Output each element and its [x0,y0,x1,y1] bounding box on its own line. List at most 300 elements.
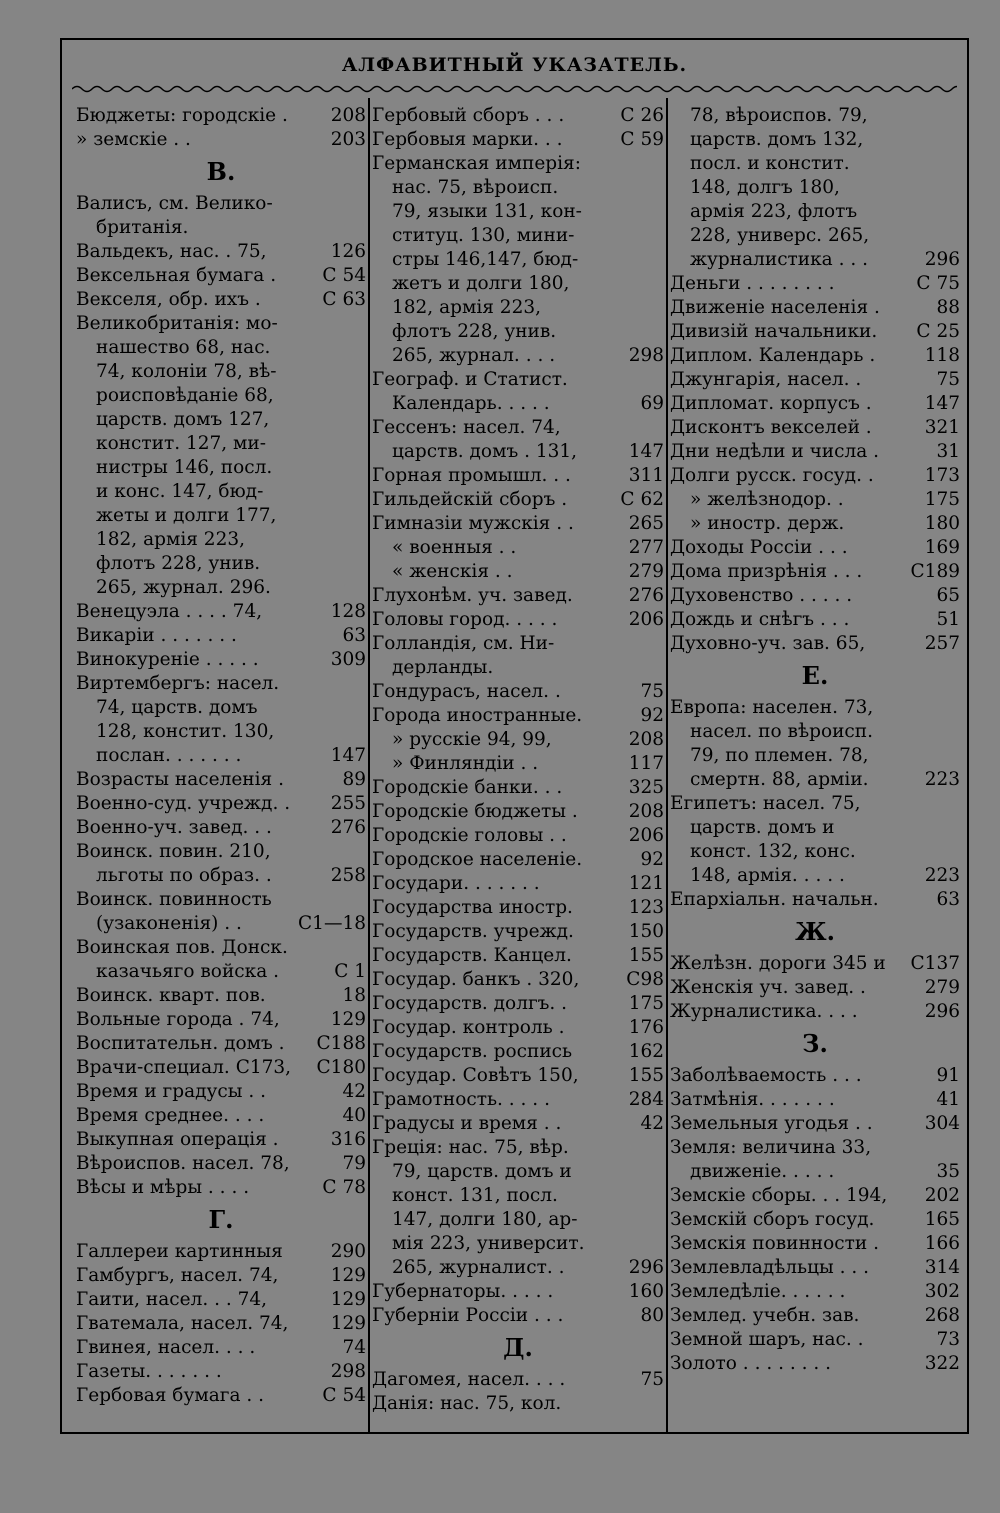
entry-text: 79, языки 131, кон- [392,201,582,222]
entry-text: Гербовыя марки. . . [372,129,563,150]
index-entry [372,896,664,920]
entry-text: льготы по образ. . [96,865,272,886]
entry-page-number: 160 [628,1281,664,1302]
index-entry [76,288,366,312]
index-entry [670,1352,960,1376]
index-entry [372,824,664,848]
index-entry [76,240,366,264]
entry-page-number: С 54 [322,1385,366,1406]
index-entry [670,344,960,368]
entry-text: (узаконенія) . . [96,913,242,934]
entry-text: царств. домъ . 131, [392,441,578,462]
index-entry [76,792,366,816]
entry-page-number: 117 [628,753,664,774]
entry-text: движеніе. . . . . [690,1161,835,1182]
index-entry [670,1280,960,1304]
entry-text: флотъ 228, унив. [392,321,557,342]
entry-page-number: С188 [316,1033,366,1054]
index-entry-continuation [76,336,366,360]
entry-page-number: 150 [628,921,664,942]
entry-page-number: 173 [924,465,960,486]
index-entry [670,632,960,656]
entry-page-number: 129 [330,1265,366,1286]
entry-text: Заболѣваемость . . . [670,1065,862,1086]
entry-text: Германская имперія: [372,153,581,174]
entry-page-number: 92 [640,849,664,870]
index-entry-continuation [670,720,960,744]
entry-text: Дипломат. корпусъ . [670,393,872,414]
index-entry [372,632,664,656]
entry-text: Государи. . . . . . . [372,873,540,894]
entry-page-number: 176 [628,1017,664,1038]
entry-text: жеты и долги 177, [96,505,277,526]
index-entry-continuation [76,720,366,744]
index-entry-continuation [372,752,664,776]
entry-page-number: 121 [628,873,664,894]
entry-text: » Финляндіи . . [392,753,539,774]
entry-page-number: 35 [936,1161,960,1182]
entry-text: Газеты. . . . . . . [76,1361,222,1382]
index-entry-continuation [372,248,664,272]
index-entry [670,272,960,296]
entry-text: Затмѣнія. . . . . . . [670,1089,835,1110]
entry-text: 74, царств. домъ [96,697,258,718]
index-entry [670,392,960,416]
entry-text: Государств. учрежд. [372,921,574,942]
index-entry-continuation [372,536,664,560]
entry-text: дерланды. [392,657,494,678]
index-entry [670,416,960,440]
index-entry [76,1056,366,1080]
index-entry [76,1152,366,1176]
entry-text: Гильдейскій сборъ . [372,489,568,510]
entry-page-number: 206 [628,609,664,630]
entry-text: Гондурасъ, насел. . [372,681,561,702]
entry-text: Государств. Канцел. [372,945,572,966]
letter-heading: Д. [503,1333,533,1362]
entry-text: 128, констит. 130, [96,721,275,742]
entry-text: Данія: нас. 75, кол. [372,1393,562,1414]
index-entry [76,1336,366,1360]
entry-text: жетъ и долги 180, [392,273,570,294]
entry-text: 147, долги 180, ар- [392,1209,578,1230]
index-entry [76,264,366,288]
index-entry-continuation [76,744,366,768]
index-entry-continuation [670,200,960,224]
entry-page-number: 118 [924,345,960,366]
entry-text: Государств. долгъ. . [372,993,568,1014]
entry-text: Губерніи Россіи . . . [372,1305,564,1326]
entry-page-number: 321 [924,417,960,438]
index-entry [670,1232,960,1256]
index-entry-continuation [670,840,960,864]
index-entry-continuation [76,456,366,480]
index-entry-continuation [372,1184,664,1208]
index-entry [670,888,960,912]
entry-text: Джунгарія, насел. . [670,369,862,390]
entry-text: Дни недѣли и числа . [670,441,880,462]
index-entry-continuation [670,1160,960,1184]
index-entry [76,1288,366,1312]
index-entry [670,1304,960,1328]
index-entry [372,704,664,728]
index-entry [372,1040,664,1064]
entry-text: Государств. роспись [372,1041,573,1062]
entry-page-number: 296 [924,249,960,270]
entry-text: Земскій сборъ госуд. [670,1209,875,1230]
column-divider [666,98,668,1432]
entry-page-number: 276 [628,585,664,606]
index-entry [76,840,366,864]
entry-text: армія 223, флотъ [690,201,858,222]
entry-page-number: С98 [626,969,664,990]
entry-page-number: 257 [924,633,960,654]
entry-page-number: 223 [924,865,960,886]
entry-page-number: 155 [628,1065,664,1086]
index-entry [372,848,664,872]
index-entry [372,800,664,824]
entry-page-number: С 1 [334,961,366,982]
index-entry [372,488,664,512]
entry-text: Губернаторы. . . . . [372,1281,554,1302]
entry-text: нас. 75, вѣроисп. [392,177,559,198]
entry-page-number: 175 [628,993,664,1014]
index-entry [372,608,664,632]
entry-text: 228, универс. 265, [690,225,870,246]
index-column-2 [372,104,664,1424]
entry-text: Государ. контроль . [372,1017,565,1038]
entry-page-number: 129 [330,1009,366,1030]
entry-page-number: 175 [924,489,960,510]
entry-text: насел. по вѣроисп. [690,721,873,742]
index-entry [76,1360,366,1384]
entry-text: Гербовая бумага . . [76,1385,264,1406]
letter-heading: Е. [801,661,829,690]
entry-page-number: 298 [628,345,664,366]
index-entry [670,952,960,976]
index-entry-continuation [372,272,664,296]
entry-text: Вѣсы и мѣры . . . . [76,1177,250,1198]
index-entry [76,888,366,912]
index-entry-continuation [372,1232,664,1256]
entry-page-number: 309 [330,649,366,670]
index-entry [76,936,366,960]
entry-text: 148, армія. . . . . [690,865,845,886]
entry-text: Гамбургъ, насел. 74, [76,1265,279,1286]
index-entry [372,920,664,944]
index-entry [372,680,664,704]
entry-text: царств. домъ 132, [690,129,864,150]
index-entry-continuation [76,504,366,528]
index-entry [372,776,664,800]
index-entry [372,1136,664,1160]
entry-text: 148, долгъ 180, [690,177,840,198]
index-entry [76,1264,366,1288]
index-entry [670,1064,960,1088]
entry-page-number: 255 [330,793,366,814]
entry-text: Городскіе банки. . . [372,777,563,798]
entry-text: Векселя, обр. ихъ . [76,289,261,310]
entry-text: Гербовый сборъ . . . [372,105,565,126]
entry-text: Воинск. повин. 210, [76,841,271,862]
index-entry [372,968,664,992]
index-entry-continuation [372,560,664,584]
entry-page-number: С180 [316,1057,366,1078]
entry-text: Вальдекъ, нас. . 75, [76,241,267,262]
entry-text: смертн. 88, арміи. [690,769,869,790]
entry-text: Земскія повинности . [670,1233,879,1254]
entry-text: Гессенъ: насел. 74, [372,417,561,438]
index-entry [76,768,366,792]
entry-text: Гаити, насел. . . 74, [76,1289,268,1310]
entry-page-number: С 25 [916,321,960,342]
index-entry [76,1240,366,1264]
entry-text: 265, журнал. 296. [96,577,271,598]
entry-text: Городскіе головы . . [372,825,567,846]
entry-text: британія. [96,217,189,238]
entry-page-number: С137 [910,953,960,974]
entry-text: 74, колоніи 78, вѣ- [96,361,277,382]
entry-page-number: С1—18 [298,913,366,934]
index-entry-continuation [76,552,366,576]
index-entry-continuation [372,1256,664,1280]
entry-page-number: 169 [924,537,960,558]
entry-page-number: 311 [628,465,664,486]
entry-page-number: 65 [936,585,960,606]
index-entry-continuation [372,392,664,416]
entry-text: Венецуэла . . . . 74, [76,601,263,622]
entry-page-number: 325 [628,777,664,798]
index-entry [76,1008,366,1032]
entry-text: Возрасты населенія . [76,769,284,790]
entry-page-number: 316 [330,1129,366,1150]
entry-text: послан. . . . . . . [96,745,242,766]
entry-page-number: С 63 [322,289,366,310]
entry-page-number: 314 [924,1257,960,1278]
index-entry-continuation [670,768,960,792]
index-entry-continuation [670,488,960,512]
entry-page-number: С 54 [322,265,366,286]
entry-page-number: 80 [640,1305,664,1326]
entry-text: Желѣзн. дороги 345 и [670,953,886,974]
index-entry [372,464,664,488]
entry-page-number: 75 [640,681,664,702]
entry-text: Градусы и время . . [372,1113,562,1134]
entry-text: Дагомея, насел. . . . [372,1369,566,1390]
index-entry-continuation [372,1160,664,1184]
index-entry [76,104,366,128]
entry-page-number: 63 [342,625,366,646]
column-divider [368,98,370,1432]
entry-text: казачьяго войска . [96,961,279,982]
index-entry [76,192,366,216]
index-entry-continuation [670,248,960,272]
entry-page-number: 284 [628,1089,664,1110]
entry-text: Великобританія: мо- [76,313,278,334]
entry-text: Географ. и Статист. [372,369,568,390]
entry-text: 79, царств. домъ и [392,1161,572,1182]
entry-page-number: 75 [936,369,960,390]
index-entry [372,1368,664,1392]
entry-text: Греція: нас. 75, вѣр. [372,1137,569,1158]
index-entry-continuation [372,176,664,200]
index-entry [670,296,960,320]
entry-text: Долги русск. госуд. . [670,465,874,486]
entry-text: Грамотность. . . . . [372,1089,550,1110]
index-entry [372,1280,664,1304]
index-entry [670,440,960,464]
entry-text: констит. 127, ми- [96,433,266,454]
index-entry-continuation [670,152,960,176]
entry-text: Викаріи . . . . . . . [76,625,237,646]
entry-page-number: 268 [924,1305,960,1326]
index-entry [76,1104,366,1128]
entry-text: Время среднее. . . . [76,1105,265,1126]
entry-page-number: 208 [330,105,366,126]
index-entry-continuation [372,200,664,224]
entry-text: Европа: населен. 73, [670,697,874,718]
entry-page-number: 279 [628,561,664,582]
index-entry [670,1136,960,1160]
entry-page-number: 42 [640,1113,664,1134]
index-entry-continuation [670,744,960,768]
entry-text: Военно-суд. учрежд. . [76,793,291,814]
entry-text: » русскіе 94, 99, [392,729,552,750]
entry-page-number: 129 [330,1313,366,1334]
index-entry [670,1000,960,1024]
entry-page-number: 79 [342,1153,366,1174]
index-entry-continuation [372,344,664,368]
index-entry [670,608,960,632]
entry-text: 182, армія 223, [96,529,245,550]
index-entry-continuation [76,360,366,384]
entry-text: » иностр. держ. [690,513,845,534]
index-entry [372,368,664,392]
index-entry-continuation [372,728,664,752]
index-entry [76,1080,366,1104]
entry-text: Дождь и снѣгъ . . . [670,609,850,630]
entry-text: мія 223, университ. [392,1233,585,1254]
index-column-3 [670,104,960,1424]
entry-text: Виртембергъ: насел. [76,673,280,694]
entry-page-number: 73 [936,1329,960,1350]
entry-page-number: 75 [640,1369,664,1390]
entry-text: Духовно-уч. зав. 65, [670,633,866,654]
index-entry [670,320,960,344]
index-entry-continuation [670,512,960,536]
entry-text: Дивизій начальники. [670,321,878,342]
index-entry [372,152,664,176]
index-entry [670,696,960,720]
entry-page-number: 276 [330,817,366,838]
index-entry [670,1256,960,1280]
entry-text: 265, журналист. . [392,1257,565,1278]
index-entry-continuation [670,104,960,128]
page-title: АЛФАВИТНЫЙ УКАЗАТЕЛЬ. [341,54,688,76]
entry-page-number: 42 [342,1081,366,1102]
entry-text: Воспитательн. домъ . [76,1033,285,1054]
entry-text: Земскіе сборы. . . 194, [670,1185,888,1206]
index-entry [372,1112,664,1136]
entry-text: Духовенство . . . . . [670,585,853,606]
index-entry [372,128,664,152]
entry-page-number: 69 [640,393,664,414]
entry-page-number: 302 [924,1281,960,1302]
entry-page-number: 63 [936,889,960,910]
index-entry [76,1384,366,1408]
entry-page-number: 165 [924,1209,960,1230]
index-entry-continuation [76,408,366,432]
entry-page-number: 126 [330,241,366,262]
index-entry [372,104,664,128]
index-entry-continuation [76,480,366,504]
entry-text: Диплом. Календарь . [670,345,876,366]
entry-text: ституц. 130, мини- [392,225,575,246]
entry-page-number: 258 [330,865,366,886]
entry-text: Глухонѣм. уч. завед. [372,585,573,606]
entry-text: Журналистика. . . . [670,1001,858,1022]
index-entry-continuation [372,1208,664,1232]
entry-text: Воинск. кварт. пов. [76,985,266,1006]
index-entry-continuation [76,696,366,720]
entry-text: Дисконтъ векселей . [670,417,872,438]
index-entry-continuation [670,224,960,248]
entry-page-number: 155 [628,945,664,966]
entry-text: Выкупная операція . [76,1129,279,1150]
entry-text: царств. домъ и [690,817,835,838]
entry-text: « женскія . . [392,561,513,582]
entry-text: Галлереи картинныя [76,1241,283,1262]
entry-text: Земля: величина 33, [670,1137,872,1158]
entry-text: » земскіе . . [76,129,191,150]
entry-text: Государ. банкъ . 320, [372,969,580,990]
entry-text: роисповѣданіе 68, [96,385,274,406]
entry-page-number: 298 [330,1361,366,1382]
entry-page-number: 41 [936,1089,960,1110]
index-entry [76,1312,366,1336]
index-entry [372,1064,664,1088]
index-entry-continuation [76,216,366,240]
entry-text: Вексельная бумага . [76,265,277,286]
index-entry [76,1176,366,1200]
entry-text: Гимназіи мужскія . . [372,513,574,534]
entry-page-number: 290 [330,1241,366,1262]
entry-page-number: 296 [924,1001,960,1022]
entry-text: Валисъ, см. Велико- [76,193,273,214]
index-entry [372,944,664,968]
entry-text: Воинская пов. Донск. [76,937,288,958]
index-entry [372,584,664,608]
entry-text: посл. и констит. [690,153,850,174]
entry-text: Движеніе населенія . [670,297,880,318]
entry-page-number: 147 [628,441,664,462]
entry-page-number: 304 [924,1113,960,1134]
entry-page-number: 277 [628,537,664,558]
entry-text: Голландія, см. Ни- [372,633,555,654]
entry-text: Деньги . . . . . . . . [670,273,835,294]
entry-page-number: 265 [628,513,664,534]
entry-page-number: С 78 [322,1177,366,1198]
entry-text: 182, армія 223, [392,297,541,318]
entry-page-number: 208 [628,801,664,822]
index-entry-continuation [76,864,366,888]
entry-page-number: 89 [342,769,366,790]
letter-heading: Г. [208,1205,234,1234]
entry-page-number: 147 [924,393,960,414]
entry-text: Городскіе бюджеты . [372,801,578,822]
index-entry [670,560,960,584]
entry-text: Гвинея, насел. . . . [76,1337,256,1358]
